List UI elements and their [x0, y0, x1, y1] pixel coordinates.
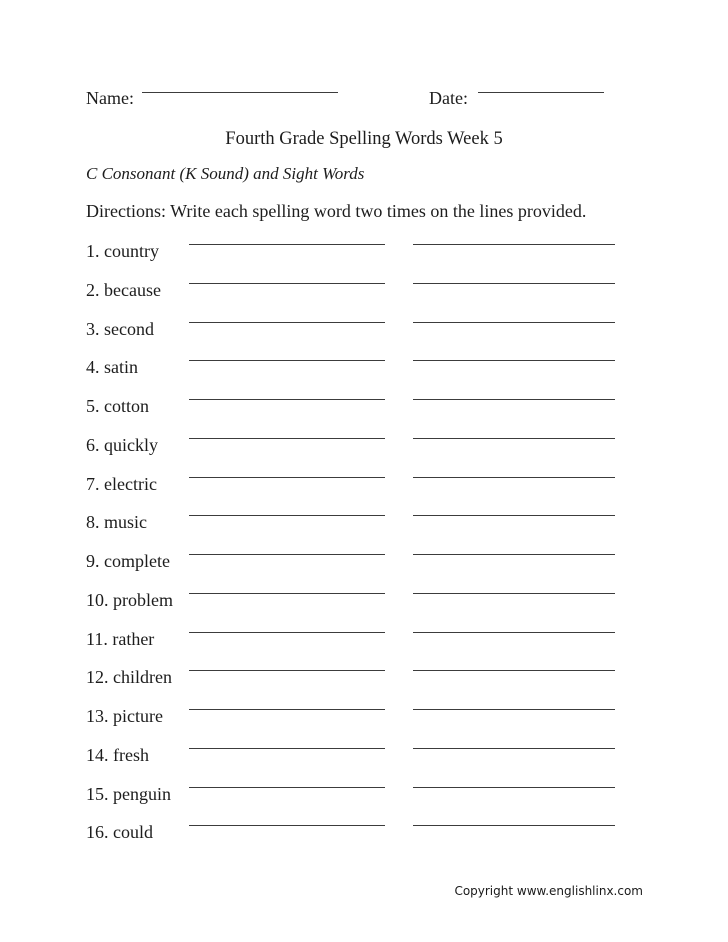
word-label: 9. complete: [86, 551, 170, 571]
date-label: Date:: [429, 88, 468, 108]
date-field: [429, 87, 604, 109]
word-row: [86, 278, 616, 317]
word-label: 11. rather: [86, 628, 155, 649]
practice-line-1: [189, 592, 385, 594]
word-label: 1. country: [86, 241, 159, 261]
directions-text: Directions: Write each spelling word two times on the lines provided.: [86, 201, 587, 221]
name-field: [86, 87, 338, 109]
word-label: 5. cotton: [86, 396, 149, 416]
word-label: 12. children: [86, 667, 172, 688]
practice-line-2: [413, 514, 615, 516]
word-row: [86, 627, 616, 666]
practice-line-2: [413, 708, 615, 710]
practice-line-2: [413, 786, 615, 788]
practice-line-1: [189, 398, 385, 400]
practice-line-2: [413, 747, 615, 749]
date-blank-line: [478, 91, 604, 93]
word-row: [86, 239, 616, 278]
practice-line-2: [413, 243, 615, 245]
name-label: Name:: [86, 88, 134, 108]
word-row: [86, 355, 616, 394]
word-row: [86, 510, 616, 549]
practice-line-1: [189, 359, 385, 361]
practice-line-2: [413, 359, 615, 361]
practice-line-2: [413, 476, 615, 478]
word-row: [86, 433, 616, 472]
word-label: 4. satin: [86, 357, 138, 378]
word-row: [86, 588, 616, 627]
word-label: 6. quickly: [86, 434, 158, 455]
word-row: [86, 743, 616, 782]
word-row: [86, 665, 616, 704]
copyright-text: Copyright www.englishlinx.com: [454, 884, 643, 898]
word-label: 14. fresh: [86, 744, 149, 765]
practice-line-2: [413, 631, 615, 633]
word-row: [86, 820, 616, 859]
word-row: [86, 472, 616, 511]
practice-line-1: [189, 708, 385, 710]
word-label: 10. problem: [86, 589, 173, 610]
practice-line-1: [189, 824, 385, 826]
word-label: 13. picture: [86, 706, 163, 726]
practice-line-1: [189, 669, 385, 671]
practice-line-1: [189, 243, 385, 245]
word-label: 15. penguin: [86, 783, 171, 804]
practice-line-1: [189, 553, 385, 555]
practice-line-2: [413, 592, 615, 594]
practice-line-1: [189, 437, 385, 439]
word-row: [86, 549, 616, 588]
practice-line-2: [413, 282, 615, 284]
page-title: Fourth Grade Spelling Words Week 5: [225, 129, 503, 149]
practice-line-1: [189, 514, 385, 516]
practice-line-2: [413, 824, 615, 826]
practice-line-2: [413, 437, 615, 439]
word-label: 8. music: [86, 512, 147, 533]
practice-line-2: [413, 398, 615, 400]
word-row: [86, 704, 616, 743]
word-row: [86, 394, 616, 433]
practice-line-2: [413, 669, 615, 671]
word-list: [86, 239, 616, 859]
word-label: 7. electric: [86, 473, 157, 494]
practice-line-1: [189, 321, 385, 323]
practice-line-1: [189, 747, 385, 749]
lesson-focus-subtitle: C Consonant (K Sound) and Sight Words: [86, 164, 365, 183]
name-date-row: [86, 87, 604, 109]
name-blank-line: [142, 91, 338, 93]
practice-line-1: [189, 786, 385, 788]
practice-line-2: [413, 321, 615, 323]
word-row: [86, 317, 616, 356]
practice-line-1: [189, 476, 385, 478]
word-label: 2. because: [86, 279, 161, 300]
word-label: 16. could: [86, 822, 153, 843]
practice-line-1: [189, 282, 385, 284]
practice-line-2: [413, 553, 615, 555]
word-label: 3. second: [86, 318, 154, 339]
practice-line-1: [189, 631, 385, 633]
word-row: [86, 782, 616, 821]
